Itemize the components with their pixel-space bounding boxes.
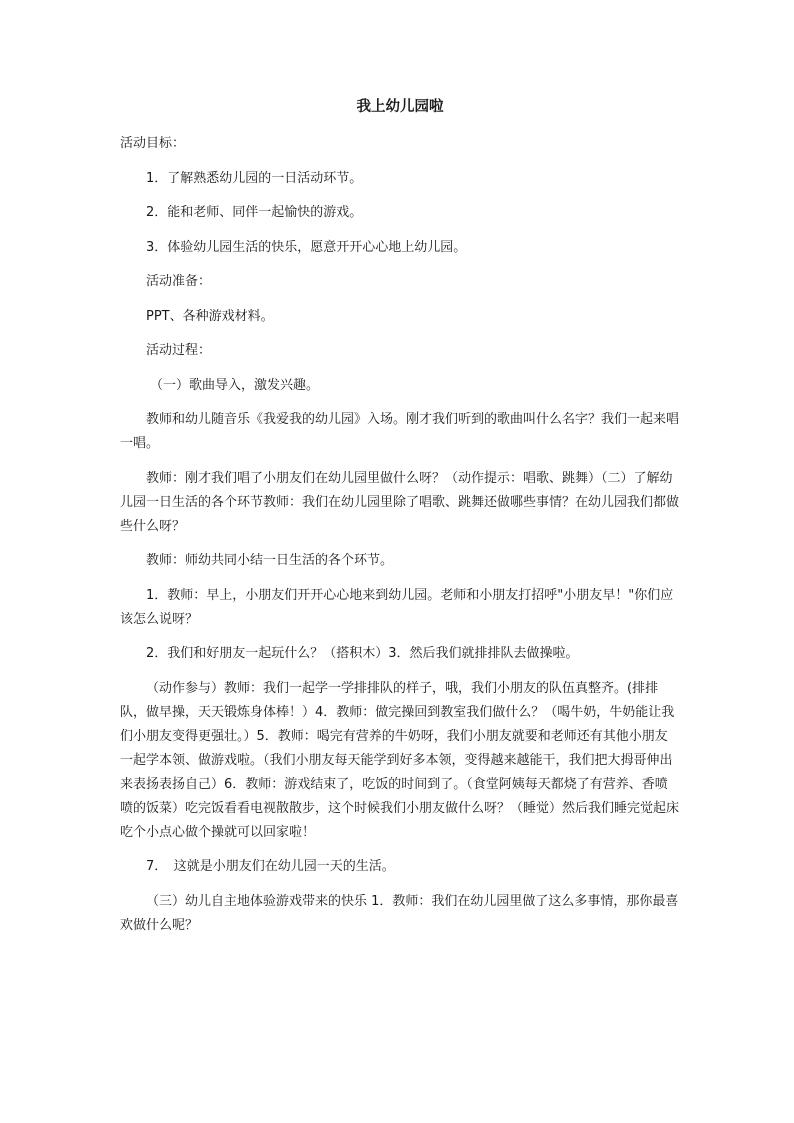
body-paragraph: 教师：刚才我们唱了小朋友们在幼儿园里做什么呀？（动作提示：唱歌、跳舞）（二）了解幼儿园一日生活的各个环节教师：我们在幼儿园里除了唱歌、跳舞还做哪些事情？在幼儿园我们都做些什么呀？ xyxy=(120,470,680,534)
preparation-text: PPT、各种游戏材料。 xyxy=(146,308,274,324)
section-heading-goals: 活动目标： xyxy=(120,136,186,151)
body-paragraph: 7． 这就是小朋友们在幼儿园一天的生活。 xyxy=(146,859,395,874)
goal-item-1: 1．了解熟悉幼儿园的一日活动环节。 xyxy=(146,170,363,186)
document-page xyxy=(120,96,680,948)
section-heading-process: 活动过程： xyxy=(146,343,212,358)
process-step-1-heading: （一）歌曲导入，激发兴趣。 xyxy=(150,377,320,393)
body-paragraph: （三）幼儿自主地体验游戏带来的快乐 1．教师：我们在幼儿园里做了这么多事情，那你最喜欢做什么呢？ xyxy=(120,893,679,933)
body-paragraph: 教师：师幼共同小结一日生活的各个环节。 xyxy=(146,553,394,568)
body-paragraph: 1．教师：早上，小朋友们开开心心地来到幼儿园。老师和小朋友打招呼"小朋友早！"你们应该怎么说呀？ xyxy=(120,587,674,627)
goal-item-3: 3．体验幼儿园生活的快乐，愿意开开心心地上幼儿园。 xyxy=(146,239,467,255)
body-paragraph: 教师和幼儿随音乐《我爱我的幼儿园》入场。刚才我们听到的歌曲叫什么名字？我们一起来唱一唱。 xyxy=(120,412,680,451)
body-paragraph: （动作参与）教师：我们一起学一学排排队的样子，哦，我们小朋友的队伍真整齐。(排排队，做早操，天天锻炼身体棒！）4．教师：做完操回到教室我们做什么？（喝牛奶，牛奶能让我们小朋友变得更强壮。）5．教师：喝完有营养的牛奶呀，我们小朋友就要和老师还有其他小朋友一起学本领、做游戏啦。（我们小朋友每天能学到好多本领，变得越来越能干，我们把大拇哥伸出来表扬表扬自己）6．教师：游戏结束了，吃饭的时间到了。（食堂阿姨每天都烧了有营养、香喷喷的饭菜）吃完饭看看电视散散步，这个时候我们小朋友做什么呀？（睡觉）然后我们睡完觉起床吃个小点心做个操就可以回家啦！ xyxy=(120,680,680,840)
body-paragraph: 2．我们和好朋友一起玩什么？（搭积木）3．然后我们就排排队去做操啦。 xyxy=(146,646,579,661)
document-title: 我上幼儿园啦 xyxy=(356,99,444,115)
goal-item-2: 2．能和老师、同伴一起愉快的游戏。 xyxy=(146,205,363,220)
section-heading-preparation: 活动准备： xyxy=(146,274,212,289)
